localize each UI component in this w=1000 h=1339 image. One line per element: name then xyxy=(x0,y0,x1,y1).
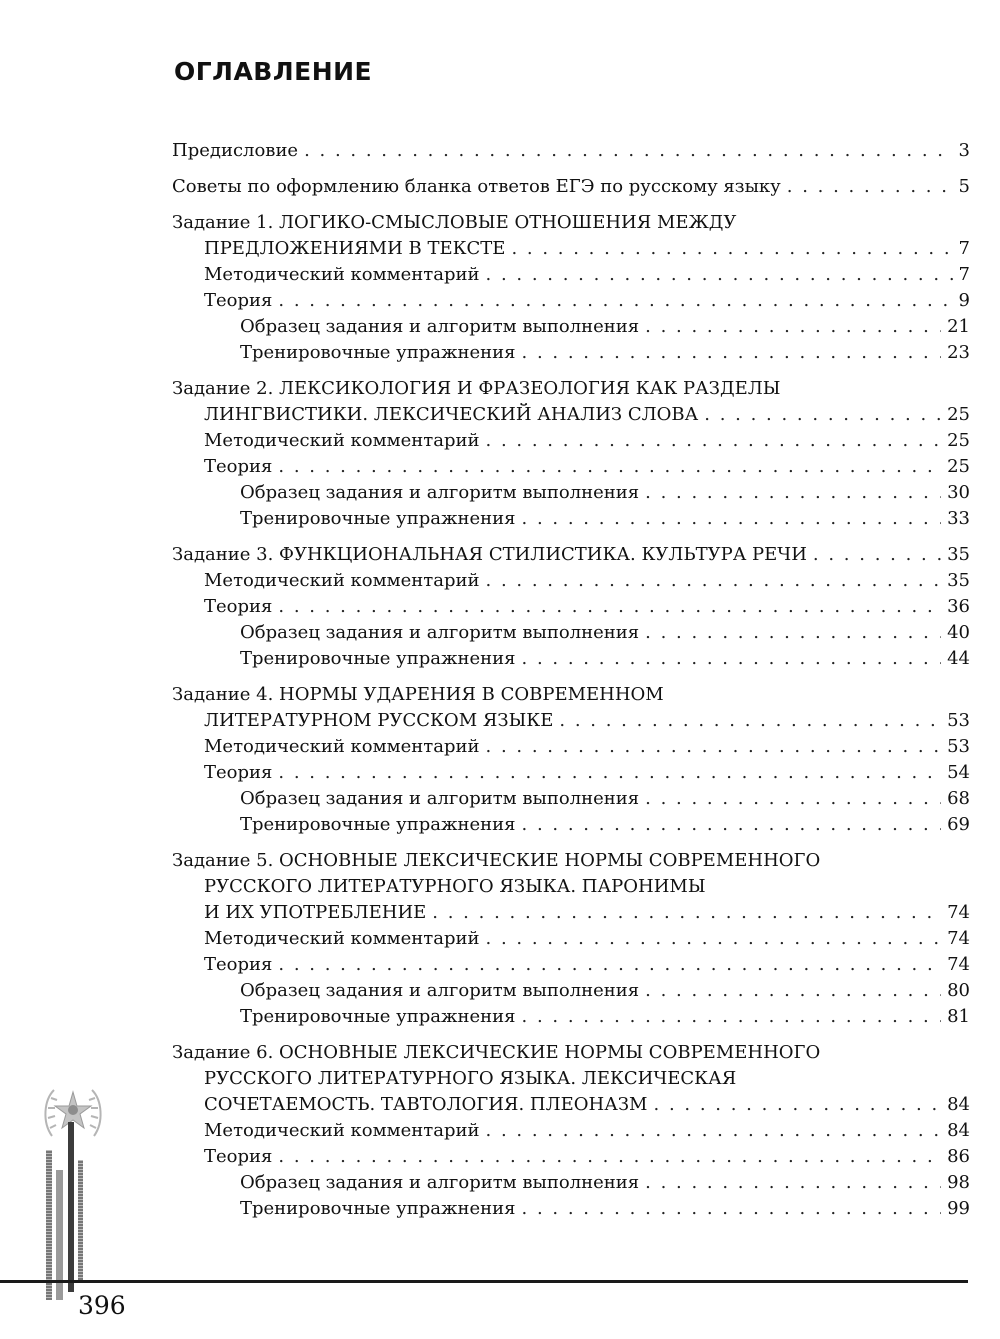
toc-task-6-heading-line-2[interactable] xyxy=(172,1066,970,1092)
dot-leader xyxy=(645,314,941,340)
toc-task-1-method-page: 7 xyxy=(958,264,970,285)
dot-leader xyxy=(486,1118,942,1144)
dot-leader xyxy=(278,288,952,314)
toc-task-1-heading-line-2[interactable] xyxy=(172,236,970,262)
toc-task-2-exercises[interactable] xyxy=(172,506,970,532)
footer-rule xyxy=(0,1280,968,1283)
toc-task-6-heading-line-1[interactable] xyxy=(172,1040,970,1066)
dot-leader xyxy=(645,480,941,506)
dot-leader xyxy=(704,402,941,428)
toc-task-4 xyxy=(172,682,970,838)
toc-task-1-heading-line-1-text: Задание 1. ЛОГИКО-СМЫСЛОВЫЕ ОТНОШЕНИЯ МЕЖДУ xyxy=(172,212,737,233)
toc-task-4-sample-page: 68 xyxy=(947,788,970,809)
toc-task-3 xyxy=(172,542,970,672)
dot-leader xyxy=(522,1196,942,1222)
toc-task-5-theory-page: 74 xyxy=(947,954,970,975)
toc-task-1-heading-line-1[interactable] xyxy=(172,210,970,236)
dot-leader xyxy=(304,138,952,164)
dot-leader xyxy=(787,174,953,200)
toc-task-5-method[interactable] xyxy=(172,926,970,952)
toc-task-1-heading-line-2-text: ПРЕДЛОЖЕНИЯМИ В ТЕКСТЕ xyxy=(204,238,506,259)
dot-leader xyxy=(432,900,941,926)
toc-task-5-theory[interactable] xyxy=(172,952,970,978)
toc-task-4-heading-line-2-text: ЛИТЕРАТУРНОМ РУССКОМ ЯЗЫКЕ xyxy=(204,710,554,731)
dot-leader xyxy=(278,952,941,978)
toc-task-1-sample-text: Образец задания и алгоритм выполнения xyxy=(240,316,640,337)
toc-task-4-exercises-page: 69 xyxy=(947,814,970,835)
toc-entry-intro-1-page: 3 xyxy=(958,140,970,161)
toc-task-6-heading-line-2-text: РУССКОГО ЛИТЕРАТУРНОГО ЯЗЫКА. ЛЕКСИЧЕСКАЯ xyxy=(204,1068,737,1089)
toc-task-5-sample-page: 80 xyxy=(947,980,970,1001)
dot-leader xyxy=(645,978,941,1004)
toc-task-4-sample-text: Образец задания и алгоритм выполнения xyxy=(240,788,640,809)
toc-task-5-heading-line-2[interactable] xyxy=(172,874,970,900)
toc-task-3-sample-page: 40 xyxy=(947,622,970,643)
toc-entry-intro-1-text: Предисловие xyxy=(172,140,299,161)
toc-task-2-method[interactable] xyxy=(172,428,970,454)
toc-task-2-heading-line-1[interactable] xyxy=(172,376,970,402)
toc-task-2-heading-line-2-text: ЛИНГВИСТИКИ. ЛЕКСИЧЕСКИЙ АНАЛИЗ СЛОВА xyxy=(204,404,699,425)
toc-task-2-method-text: Методический комментарий xyxy=(204,430,480,451)
toc-task-4-method-page: 53 xyxy=(947,736,970,757)
toc-task-4-heading-line-1-text: Задание 4. НОРМЫ УДАРЕНИЯ В СОВРЕМЕННОМ xyxy=(172,684,664,705)
toc-task-3-heading-line-1[interactable] xyxy=(172,542,970,568)
toc-task-3-exercises-text: Тренировочные упражнения xyxy=(240,648,516,669)
dot-leader xyxy=(813,542,941,568)
toc-entry-intro-2[interactable] xyxy=(172,174,970,200)
toc-task-5-heading-line-1[interactable] xyxy=(172,848,970,874)
toc-task-4-method[interactable] xyxy=(172,734,970,760)
dot-leader xyxy=(645,620,941,646)
toc-task-6-sample[interactable] xyxy=(172,1170,970,1196)
toc-task-6-exercises-text: Тренировочные упражнения xyxy=(240,1198,516,1219)
toc-entry-intro-2-text: Советы по оформлению бланка ответов ЕГЭ по русскому языку xyxy=(172,176,781,197)
toc-task-3-method-text: Методический комментарий xyxy=(204,570,480,591)
toc-task-1 xyxy=(172,210,970,366)
toc-task-4-theory-text: Теория xyxy=(204,762,273,783)
toc-task-4-theory[interactable] xyxy=(172,760,970,786)
toc-task-2-heading-line-2-page: 25 xyxy=(947,404,970,425)
toc-task-3-heading-line-1-page: 35 xyxy=(947,544,970,565)
toc-task-1-exercises[interactable] xyxy=(172,340,970,366)
dot-leader xyxy=(654,1092,942,1118)
toc-task-4-sample[interactable] xyxy=(172,786,970,812)
toc-task-3-heading-line-1-text: Задание 3. ФУНКЦИОНАЛЬНАЯ СТИЛИСТИКА. КУЛЬТУРА РЕЧИ xyxy=(172,544,807,565)
toc-task-4-theory-page: 54 xyxy=(947,762,970,783)
page-title: ОГЛАВЛЕНИЕ xyxy=(174,57,373,86)
page-number: 396 xyxy=(78,1291,126,1320)
dot-leader xyxy=(486,926,942,952)
toc-task-5-sample[interactable] xyxy=(172,978,970,1004)
toc-task-2-exercises-page: 33 xyxy=(947,508,970,529)
dot-leader xyxy=(278,760,941,786)
toc-task-2-sample[interactable] xyxy=(172,480,970,506)
toc-task-3-exercises[interactable] xyxy=(172,646,970,672)
toc-task-1-theory-page: 9 xyxy=(958,290,970,311)
toc-entry-intro-1[interactable] xyxy=(172,138,970,164)
dot-leader xyxy=(486,734,942,760)
dot-leader xyxy=(278,454,941,480)
toc-task-2-theory[interactable] xyxy=(172,454,970,480)
toc-task-4-exercises-text: Тренировочные упражнения xyxy=(240,814,516,835)
toc-task-3-sample-text: Образец задания и алгоритм выполнения xyxy=(240,622,640,643)
dot-leader xyxy=(559,708,941,734)
toc-task-5 xyxy=(172,848,970,1030)
toc-task-1-sample-page: 21 xyxy=(947,316,970,337)
toc-task-2-sample-page: 30 xyxy=(947,482,970,503)
toc-task-4-heading-line-2-page: 53 xyxy=(947,710,970,731)
toc-task-2-heading-line-1-text: Задание 2. ЛЕКСИКОЛОГИЯ И ФРАЗЕОЛОГИЯ КАК РАЗДЕЛЫ xyxy=(172,378,781,399)
toc-task-6-heading-line-3[interactable] xyxy=(172,1092,970,1118)
toc-task-5-exercises-page: 81 xyxy=(947,1006,970,1027)
toc-task-2 xyxy=(172,376,970,532)
toc-task-3-method[interactable] xyxy=(172,568,970,594)
toc-task-6-exercises[interactable] xyxy=(172,1196,970,1222)
toc-task-2-theory-text: Теория xyxy=(204,456,273,477)
dot-leader xyxy=(486,428,942,454)
toc-task-5-exercises-text: Тренировочные упражнения xyxy=(240,1006,516,1027)
dot-leader xyxy=(522,1004,942,1030)
dot-leader xyxy=(645,786,941,812)
toc-entry-intro-2-page: 5 xyxy=(958,176,970,197)
toc-task-2-method-page: 25 xyxy=(947,430,970,451)
toc-task-2-exercises-text: Тренировочные упражнения xyxy=(240,508,516,529)
toc-task-1-exercises-page: 23 xyxy=(947,342,970,363)
dot-leader xyxy=(486,568,942,594)
toc-task-4-method-text: Методический комментарий xyxy=(204,736,480,757)
dot-leader xyxy=(645,1170,941,1196)
toc-task-5-sample-text: Образец задания и алгоритм выполнения xyxy=(240,980,640,1001)
dot-leader xyxy=(278,594,941,620)
dot-leader xyxy=(511,236,952,262)
toc-task-6-exercises-page: 99 xyxy=(947,1198,970,1219)
dot-leader xyxy=(486,262,953,288)
toc-task-1-method-text: Методический комментарий xyxy=(204,264,480,285)
dot-leader xyxy=(522,646,942,672)
toc-task-6-heading-line-1-text: Задание 6. ОСНОВНЫЕ ЛЕКСИЧЕСКИЕ НОРМЫ СОВРЕМЕННОГО xyxy=(172,1042,821,1063)
toc-task-5-heading-line-1-text: Задание 5. ОСНОВНЫЕ ЛЕКСИЧЕСКИЕ НОРМЫ СОВРЕМЕННОГО xyxy=(172,850,821,871)
toc-task-1-sample[interactable] xyxy=(172,314,970,340)
toc-task-3-exercises-page: 44 xyxy=(947,648,970,669)
toc-task-6-theory-text: Теория xyxy=(204,1146,273,1167)
toc-task-6-sample-text: Образец задания и алгоритм выполнения xyxy=(240,1172,640,1193)
toc-task-2-heading-line-2[interactable] xyxy=(172,402,970,428)
toc-task-1-heading-line-2-page: 7 xyxy=(958,238,970,259)
table-of-contents xyxy=(172,138,970,1232)
toc-task-3-theory-text: Теория xyxy=(204,596,273,617)
toc-task-5-exercises[interactable] xyxy=(172,1004,970,1030)
toc-task-1-theory[interactable] xyxy=(172,288,970,314)
toc-task-1-exercises-text: Тренировочные упражнения xyxy=(240,342,516,363)
toc-task-5-theory-text: Теория xyxy=(204,954,273,975)
toc-task-4-exercises[interactable] xyxy=(172,812,970,838)
toc-task-1-theory-text: Теория xyxy=(204,290,273,311)
dot-leader xyxy=(278,1144,941,1170)
toc-task-6-method[interactable] xyxy=(172,1118,970,1144)
toc-task-6-method-page: 84 xyxy=(947,1120,970,1141)
toc-task-6-theory[interactable] xyxy=(172,1144,970,1170)
toc-task-3-sample[interactable] xyxy=(172,620,970,646)
toc-task-6-theory-page: 86 xyxy=(947,1146,970,1167)
toc-task-5-method-page: 74 xyxy=(947,928,970,949)
toc-task-4-heading-line-2[interactable] xyxy=(172,708,970,734)
toc-task-6-heading-line-3-page: 84 xyxy=(947,1094,970,1115)
dot-leader xyxy=(522,506,942,532)
toc-task-1-method[interactable] xyxy=(172,262,970,288)
toc-task-5-heading-line-2-text: РУССКОГО ЛИТЕРАТУРНОГО ЯЗЫКА. ПАРОНИМЫ xyxy=(204,876,706,897)
toc-task-6-heading-line-3-text: СОЧЕТАЕМОСТЬ. ТАВТОЛОГИЯ. ПЛЕОНАЗМ xyxy=(204,1094,648,1115)
toc-task-5-method-text: Методический комментарий xyxy=(204,928,480,949)
toc-task-3-method-page: 35 xyxy=(947,570,970,591)
toc-task-5-heading-line-3-text: И ИХ УПОТРЕБЛЕНИЕ xyxy=(204,902,427,923)
dot-leader xyxy=(522,812,942,838)
toc-task-5-heading-line-3[interactable] xyxy=(172,900,970,926)
toc-task-3-theory[interactable] xyxy=(172,594,970,620)
toc-task-3-theory-page: 36 xyxy=(947,596,970,617)
dot-leader xyxy=(522,340,942,366)
toc-task-2-theory-page: 25 xyxy=(947,456,970,477)
toc-task-4-heading-line-1[interactable] xyxy=(172,682,970,708)
toc-task-2-sample-text: Образец задания и алгоритм выполнения xyxy=(240,482,640,503)
toc-task-6-sample-page: 98 xyxy=(947,1172,970,1193)
toc-task-6 xyxy=(172,1040,970,1222)
toc-task-6-method-text: Методический комментарий xyxy=(204,1120,480,1141)
toc-task-5-heading-line-3-page: 74 xyxy=(947,902,970,923)
